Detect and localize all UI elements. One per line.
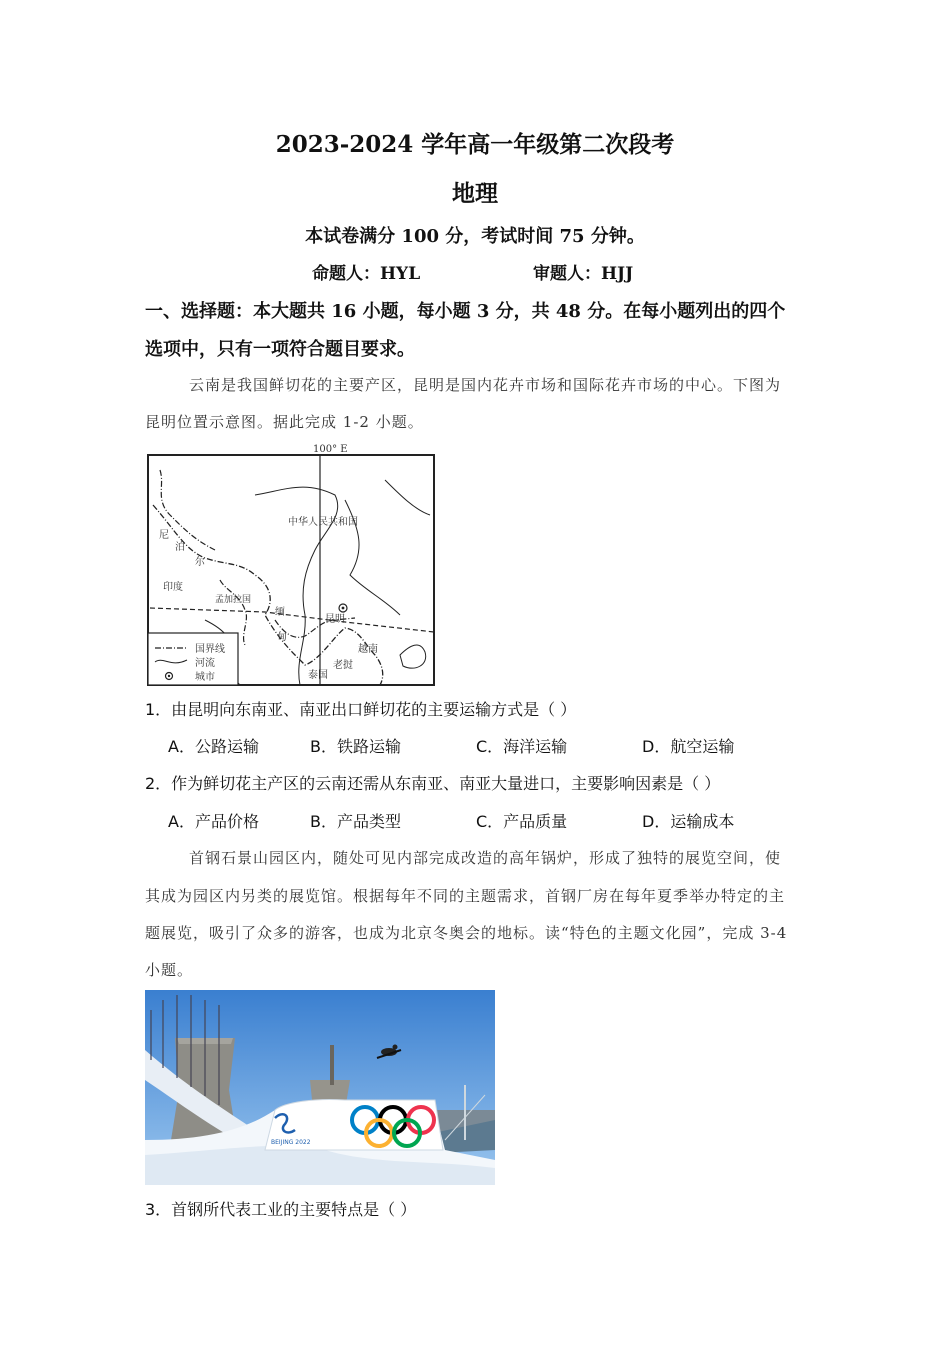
label-kunming: 昆明 — [325, 614, 345, 625]
passage2-line4: 小题。 — [145, 961, 194, 979]
shougang-big-air-photo — [145, 990, 495, 1185]
subject-title: 地理 — [452, 180, 498, 207]
legend-river: 河流 — [195, 658, 215, 669]
map-legend — [148, 633, 238, 685]
label-india: 印度 — [163, 582, 183, 593]
q1-option-a[interactable]: A．公路运输 — [168, 737, 259, 756]
label-bangladesh: 孟加拉国 — [215, 595, 252, 605]
legend-border: 国界线 — [195, 644, 225, 655]
passage2-line1: 首钢石景山园区内，随处可见内部完成改造的高年锅炉，形成了独特的展览空间，使 — [189, 849, 782, 867]
passage2-line3: 题展览，吸引了众多的游客，也成为北京冬奥会的地标。读“特色的主题文化园”，完成 3-4 — [145, 924, 788, 942]
q1-option-c[interactable]: C．海洋运输 — [476, 737, 568, 756]
legend-city: 城市 — [195, 672, 215, 683]
question-1-stem: 1．由昆明向东南亚、南亚出口鲜切花的主要运输方式是（ ） — [145, 700, 577, 719]
q2-option-c[interactable]: C．产品质量 — [476, 812, 568, 831]
q1-option-b[interactable]: B．铁路运输 — [310, 737, 401, 756]
passage2-line2: 其成为园区内另类的展览馆。根据每年不同的主题需求，首钢厂房在每年夏季举办特定的主 — [145, 887, 786, 905]
svg-text:BEIJING 2022: BEIJING 2022 — [271, 1139, 311, 1146]
exam-title: 2023-2024 学年高一年级第二次段考 — [275, 131, 675, 158]
score-note: 本试卷满分 100 分，考试时间 75 分钟。 — [305, 226, 645, 247]
meridian-label: 100° E — [313, 444, 348, 455]
setter: 命题人：HYL — [312, 264, 421, 284]
section-heading-line1: 一、选择题：本大题共 16 小题，每小题 3 分，共 48 分。在每小题列出的四个 — [145, 301, 786, 322]
q2-option-d[interactable]: D．运输成本 — [642, 812, 735, 831]
label-laos: 老挝 — [333, 660, 353, 671]
label-china: 中华人民共和国 — [288, 517, 358, 528]
label-nepal-1: 尼 — [159, 530, 169, 541]
label-thailand: 泰国 — [308, 670, 328, 681]
label-myanmar-1: 缅 — [275, 607, 285, 618]
label-nepal-2: 泊 — [175, 542, 185, 553]
q2-option-a[interactable]: A．产品价格 — [168, 812, 259, 831]
label-nepal-3: 尔 — [195, 557, 205, 568]
passage1-line2: 昆明位置示意图。据此完成 1-2 小题。 — [145, 413, 424, 431]
label-myanmar-2: 甸 — [277, 632, 287, 643]
question-2-stem: 2．作为鲜切花主产区的云南还需从东南亚、南亚大量进口，主要影响因素是（ ） — [145, 774, 721, 793]
q1-option-d[interactable]: D．航空运输 — [642, 737, 735, 756]
reviewer: 审题人：HJJ — [533, 264, 634, 284]
label-vietnam: 越南 — [358, 644, 378, 655]
q2-option-b[interactable]: B．产品类型 — [310, 812, 401, 831]
question-3-stem: 3．首钢所代表工业的主要特点是（ ） — [145, 1200, 417, 1219]
section-heading-line2: 选项中，只有一项符合题目要求。 — [145, 339, 415, 360]
kunming-location-map — [145, 440, 437, 688]
passage1-line1: 云南是我国鲜切花的主要产区，昆明是国内花卉市场和国际花卉市场的中心。下图为 — [189, 376, 782, 394]
